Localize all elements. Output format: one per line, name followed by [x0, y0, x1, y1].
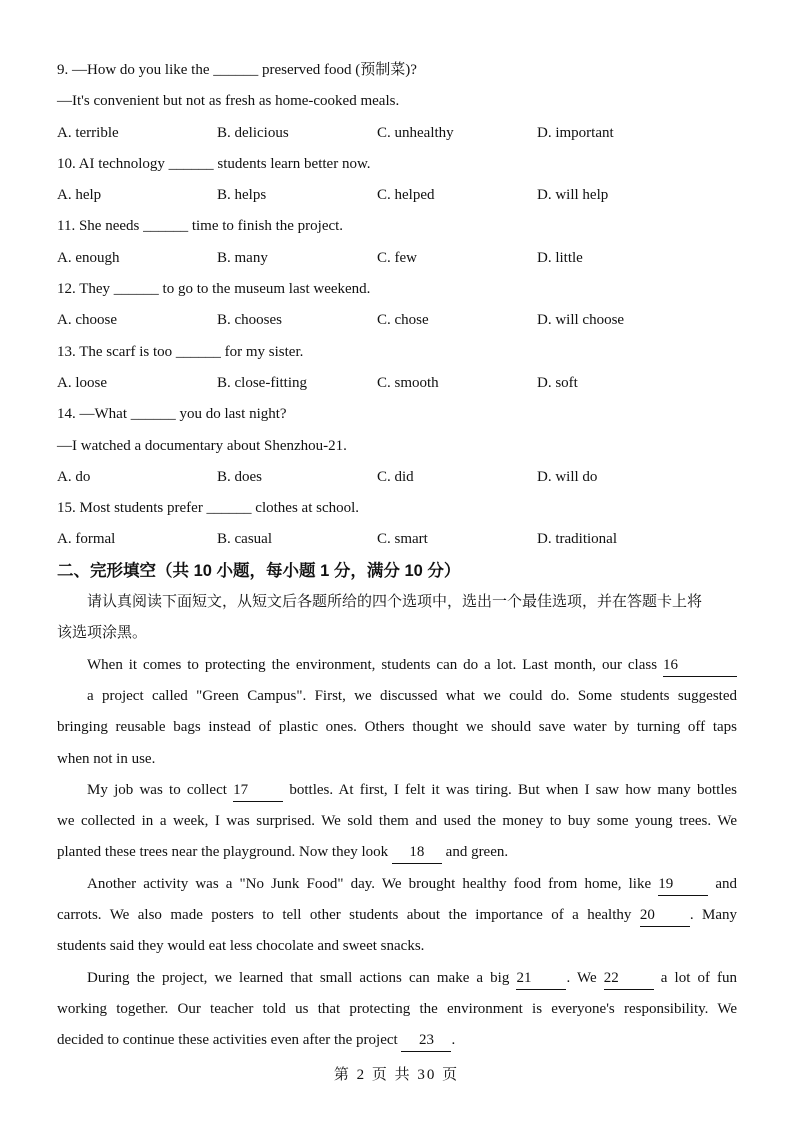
q9-option-d: D. important [537, 124, 614, 141]
cloze-line-9 [57, 900, 737, 931]
cloze-line-13 [57, 1025, 737, 1056]
q14-option-a: A. do [57, 468, 91, 485]
q10-options-row [57, 180, 737, 211]
cloze-text: When it comes to protecting the environment, students can do a lot. Last month, our class [87, 656, 663, 673]
cloze-text: My job was to collect [87, 781, 234, 798]
q9-option-b: B. delicious [217, 124, 289, 141]
cloze-blank-21: 21 [516, 970, 566, 990]
cloze-line-5 [57, 775, 737, 806]
q12-option-d: D. will choose [537, 312, 625, 329]
q14-stem: 14. —What ______ you do last night? [57, 406, 287, 423]
cloze-text: Another activity was a "No Junk Food" day. We brought healthy food from home, like [87, 875, 659, 892]
page-content [57, 55, 737, 1057]
cloze-text: decided to continue these activities even after the project [57, 1032, 402, 1049]
q10-option-c: C. helped [377, 187, 435, 204]
q12-stem: 12. They ______ to go to the museum last weekend. [57, 281, 371, 298]
q11-stem: 11. She needs ______ time to finish the project. [57, 218, 344, 235]
cloze-text: students said they would eat less chocolate and sweet snacks. [57, 938, 425, 955]
q15-stem: 15. Most students prefer ______ clothes at school. [57, 500, 360, 517]
q15-option-d: D. traditional [537, 531, 617, 548]
cloze-text: when not in use. [57, 750, 156, 767]
cloze-text: carrots. We also made posters to tell other students about the importance of a healthy [57, 907, 640, 924]
cloze-line-10 [57, 931, 737, 962]
cloze-line-8 [57, 869, 737, 900]
cloze-blank-22: 22 [604, 970, 654, 990]
q14-option-b: B. does [217, 468, 262, 485]
cloze-text: and [708, 875, 737, 892]
q11-option-a: A. enough [57, 249, 120, 266]
q11-option-c: C. few [377, 249, 417, 266]
section2-heading: 二、完形填空（共 10 小题，每小题 1 分，满分 10 分） [57, 561, 461, 580]
q10-option-a: A. help [57, 187, 102, 204]
q14-options-row [57, 462, 737, 493]
cloze-text: bottles. At first, I felt it was tiring. But when I saw how many bottles [283, 781, 737, 798]
cloze-blank-18: 18 [392, 844, 442, 864]
q15-option-a: A. formal [57, 531, 116, 548]
q12-option-c: C. chose [377, 312, 429, 329]
cloze-text: planted these trees near the playground. Now they look [57, 844, 392, 861]
q10-option-d: D. will help [537, 187, 609, 204]
cloze-text: During the project, we learned that small actions can make a big [87, 969, 517, 986]
cloze-line-7 [57, 837, 737, 868]
q10-stem: 10. AI technology ______ students learn better now. [57, 155, 371, 172]
page-footer: 第 2 页 共 30 页 [333, 1067, 460, 1083]
cloze-line-4 [57, 744, 737, 775]
cloze-line-12 [57, 994, 737, 1025]
cloze-text: working together. Our teacher told us that protecting the environment is everyone's responsibility. We [57, 1000, 737, 1017]
q9-stem: 9. —How do you like the ______ preserved food (预制菜)? [57, 62, 417, 78]
cloze-text: . Many [689, 907, 737, 924]
q13-option-a: A. loose [57, 374, 107, 391]
cloze-line-1 [57, 650, 737, 681]
q13-option-c: C. smooth [377, 374, 439, 391]
cloze-blank-23: 23 [401, 1032, 451, 1052]
instruction-line-1: 请认真阅读下面短文，从短文后各题所给的四个选项中，选出一个最佳选项，并在答题卡上将 [87, 594, 703, 611]
cloze-text: and green. [441, 844, 509, 861]
q12-option-b: B. chooses [217, 312, 282, 329]
cloze-text: we collected in a week, I was surprised. We sold them and used the money to buy some young trees. We [57, 813, 737, 830]
q14-option-c: C. did [377, 468, 414, 485]
q9-option-a: A. terrible [57, 124, 119, 141]
cloze-text: bringing reusable bags instead of plastic ones. Others thought we should save water by turning off taps [57, 719, 737, 736]
cloze-text: a lot of fun [653, 969, 738, 986]
q9-options-row [57, 118, 737, 149]
q9-response: —It's convenient but not as fresh as home-cooked meals. [57, 93, 400, 110]
q11-option-d: D. little [537, 249, 583, 266]
q11-option-b: B. many [217, 249, 268, 266]
q14-response: —I watched a documentary about Shenzhou-21. [57, 437, 347, 454]
cloze-text: . We [566, 969, 604, 986]
q13-option-b: B. close-fitting [217, 374, 307, 391]
cloze-line-3 [57, 712, 737, 743]
cloze-text: . [451, 1032, 456, 1049]
q13-stem: 13. The scarf is too ______ for my sister. [57, 343, 304, 360]
q15-option-c: C. smart [377, 531, 428, 548]
q15-option-b: B. casual [217, 531, 272, 548]
cloze-line-6 [57, 806, 737, 837]
cloze-line-11 [57, 963, 737, 994]
q13-option-d: D. soft [537, 374, 578, 391]
q11-options-row [57, 243, 737, 274]
cloze-blank-20: 20 [640, 907, 690, 927]
cloze-blank-17: 17 [233, 782, 283, 802]
q9-option-c: C. unhealthy [377, 124, 454, 141]
cloze-line-2 [57, 681, 737, 712]
cloze-blank-16: 16 [663, 657, 737, 677]
cloze-text: a project called "Green Campus". First, we discussed what we could do. Some students suggested [87, 687, 737, 704]
cloze-blank-19: 19 [658, 876, 708, 896]
q10-option-b: B. helps [217, 187, 267, 204]
instruction-line-2: 该选项涂黑。 [57, 625, 148, 642]
q12-option-a: A. choose [57, 312, 117, 329]
q12-options-row [57, 305, 737, 336]
q13-options-row [57, 368, 737, 399]
q14-option-d: D. will do [537, 468, 598, 485]
q15-options-row [57, 524, 737, 555]
